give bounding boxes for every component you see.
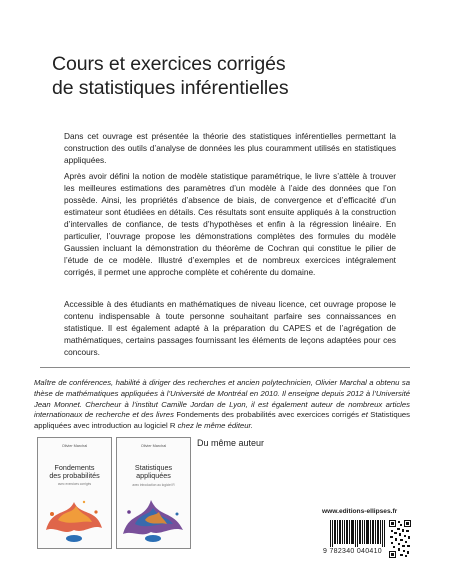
intro-paragraph: Dans cet ouvrage est présentée la théorie des statistiques inférentielles permettant la construction des outils d’analyse de données les plus couramment utilisés en statistiques appliquées. xyxy=(64,131,396,165)
book-cover-statistiques xyxy=(116,437,191,549)
book-title-line-2: des probabilités xyxy=(49,471,100,481)
book-subtitle: avec exercices corrigés xyxy=(57,482,92,486)
bio-book-1: Fondements des probabilités avec exercices corrigés xyxy=(176,410,359,420)
book-subtitle: avec introduction au logiciel R xyxy=(132,483,175,487)
barcode-icon xyxy=(330,520,386,547)
author-bio xyxy=(34,378,410,432)
paint-splash-icon xyxy=(38,490,111,540)
book-cover-fondements xyxy=(37,437,112,549)
divider xyxy=(40,367,410,368)
book-title xyxy=(52,52,412,100)
book-title-text xyxy=(117,464,190,481)
bio-book-2: Statistiques appliquées avec introduction au logiciel R xyxy=(34,410,411,431)
publisher-logo xyxy=(145,535,161,542)
bio-text-1: Maître de conférences, habilité à diriger des recherches et ancien polytechnicien, Olivier Marchal a obtenu sa thèse de mathématiques appliquées à l’Université de Montréal en 2010. Il enseigne depuis 2012 à l’Université Jean Monnet. Chercheur à l’institut Camille Jordan de Lyon, il est également auteur de nombreux articles internationaux de recherche et des livres xyxy=(34,378,410,420)
publisher-website: www.editions-ellipses.fr xyxy=(322,508,398,515)
title-line-2: de statistiques inférentielles xyxy=(52,77,289,99)
book-title-line-2: appliquées xyxy=(136,471,171,481)
publisher-logo xyxy=(66,535,82,542)
book-author: Olivier Marchal xyxy=(140,444,167,448)
same-author-heading: Du même auteur xyxy=(197,438,265,448)
description-paragraph: Après avoir défini la notion de modèle statistique paramétrique, le livre s’attèle à trouver les meilleures estimations des paramètres d’un modèle à l’aide des données que l’on possède. Ainsi, les propriétés d’absence de biais, de convergence et d’efficacité d’un estimateur sont étudiées en détails. Ces résultats sont ensuite appliqués à la construction d’intervalles de confiance, de tests d’hypothèses et enfin à la régression linéaire. En particulier, l’ouvrage propose les démonstrations complètes des formules du modèle Gaussien incluant la démonstration du théorème de Cochran qui constitue le pilier de l’étude de ce modèle. Illustré d’exemples et de nombreux exercices intégralement corrigés, il permet une approche complète et cohérente du domaine. xyxy=(64,171,396,277)
book-title-text xyxy=(38,464,111,481)
paint-splash-icon xyxy=(117,490,190,540)
bio-text-3: chez le même éditeur. xyxy=(175,421,253,431)
isbn-number: 9 782340 040410 xyxy=(323,548,382,555)
book-author: Olivier Marchal xyxy=(61,444,88,448)
book-title-line-1: Statistiques xyxy=(134,463,173,472)
audience-paragraph: Accessible à des étudiants en mathématiques de niveau licence, cet ouvrage propose le contenu indispensable à toute personne souhaitant parfaire ses connaissances en statistique. Il est également adapté à la préparation du CAPES et de l’agrégation de mathématiques, certains passages fournissant les éléments de leçons adaptées pour ces concours. xyxy=(64,299,396,357)
book-title-line-1: Fondements xyxy=(54,463,95,472)
qr-code-icon xyxy=(389,520,411,558)
title-line-1: Cours et exercices corrigés xyxy=(52,53,286,75)
bio-text-2: et xyxy=(358,410,371,420)
